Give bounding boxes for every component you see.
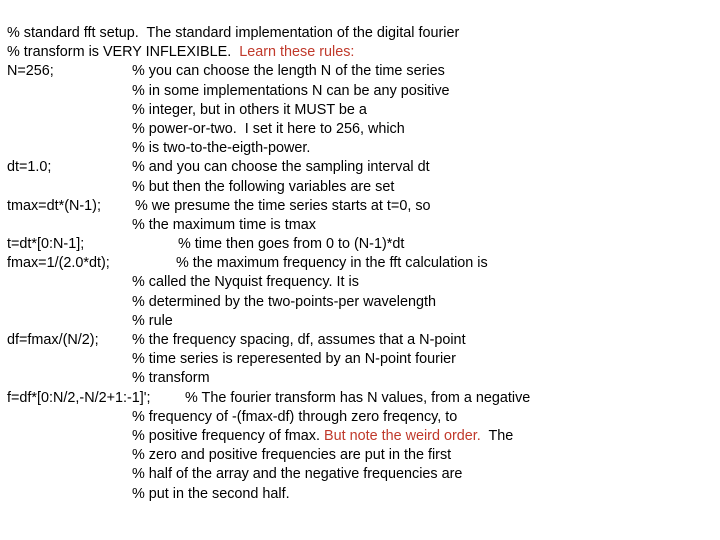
comment-text: % integer, but in others it MUST be a <box>132 101 367 118</box>
comment-text: % rule <box>132 312 173 329</box>
comment-text: % the maximum time is tmax <box>132 216 316 233</box>
comment-text: % transform <box>132 370 210 387</box>
highlighted-text: Learn these rules: <box>239 44 355 61</box>
comment-text: The <box>480 427 514 444</box>
code-statement: tmax=dt*(N-1); <box>7 197 101 214</box>
comment-text: % zero and positive frequencies are put in the first <box>132 447 452 464</box>
code-comment <box>7 43 354 62</box>
comment-text: % half of the array and the negative frequencies are <box>132 466 463 483</box>
code-statement: f=df*[0:N/2,-N/2+1:-1]'; <box>7 389 151 406</box>
code-comment <box>132 465 462 484</box>
comment-text: % we presume the time series starts at t=0, so <box>135 197 431 214</box>
comment-text: % the frequency spacing, df, assumes that a N-point <box>132 332 466 348</box>
code-statement: df=fmax/(N/2); <box>7 332 99 348</box>
highlighted-text: But note the weird order. <box>323 427 481 444</box>
comment-text: % The fourier transform has N values, from a negative <box>185 389 531 406</box>
code-comment <box>132 446 451 465</box>
comment-text: % standard fft setup. The standard implementation of the digital fourier <box>7 25 460 41</box>
comment-text: % time series is reperesented by an N-point fourier <box>132 351 456 368</box>
code-statement: N=256; <box>7 63 54 80</box>
code-comment <box>132 101 367 120</box>
code-comment <box>132 178 394 197</box>
code-comment <box>176 254 488 273</box>
comment-text: % the maximum frequency in the fft calculation is <box>176 255 488 272</box>
code-comment <box>7 24 459 43</box>
comment-text: % power-or-two. I set it here to 256, which <box>132 120 405 137</box>
comment-text: % frequency of -(fmax-df) through zero freqency, to <box>132 408 458 425</box>
comment-text: % in some implementations N can be any positive <box>132 82 450 99</box>
code-statement: dt=1.0; <box>7 159 52 176</box>
code-comment <box>132 139 310 158</box>
comment-text: % time then goes from 0 to (N-1)*dt <box>178 236 405 253</box>
code-comment <box>132 273 359 292</box>
comment-text: % determined by the two-points-per wavelength <box>132 293 436 310</box>
code-comment <box>132 369 210 388</box>
comment-text: % called the Nyquist frequency. It is <box>132 274 359 291</box>
code-comment <box>132 312 173 331</box>
comment-text: % you can choose the length N of the time series <box>132 63 445 80</box>
code-comment <box>132 331 466 350</box>
code-comment <box>132 408 457 427</box>
code-comment <box>132 427 513 446</box>
code-comment <box>132 350 456 369</box>
comment-text: % and you can choose the sampling interval dt <box>132 159 430 176</box>
code-statement: t=dt*[0:N-1]; <box>7 236 85 253</box>
comment-text: % but then the following variables are set <box>132 178 395 195</box>
code-comment <box>135 197 431 216</box>
code-comment <box>132 62 445 81</box>
code-comment <box>132 82 450 101</box>
comment-text: % positive frequency of fmax. <box>132 427 324 444</box>
code-comment <box>132 485 290 504</box>
code-comment <box>185 389 530 408</box>
comment-text: % put in the second half. <box>132 485 290 502</box>
comment-text: % transform is VERY INFLEXIBLE. <box>7 44 240 61</box>
code-statement: fmax=1/(2.0*dt); <box>7 255 110 272</box>
code-comment <box>132 216 316 235</box>
code-comment <box>132 158 430 177</box>
comment-text: % is two-to-the-eigth-power. <box>132 140 311 157</box>
code-comment <box>132 120 405 139</box>
code-comment <box>178 235 404 254</box>
code-comment <box>132 293 436 312</box>
